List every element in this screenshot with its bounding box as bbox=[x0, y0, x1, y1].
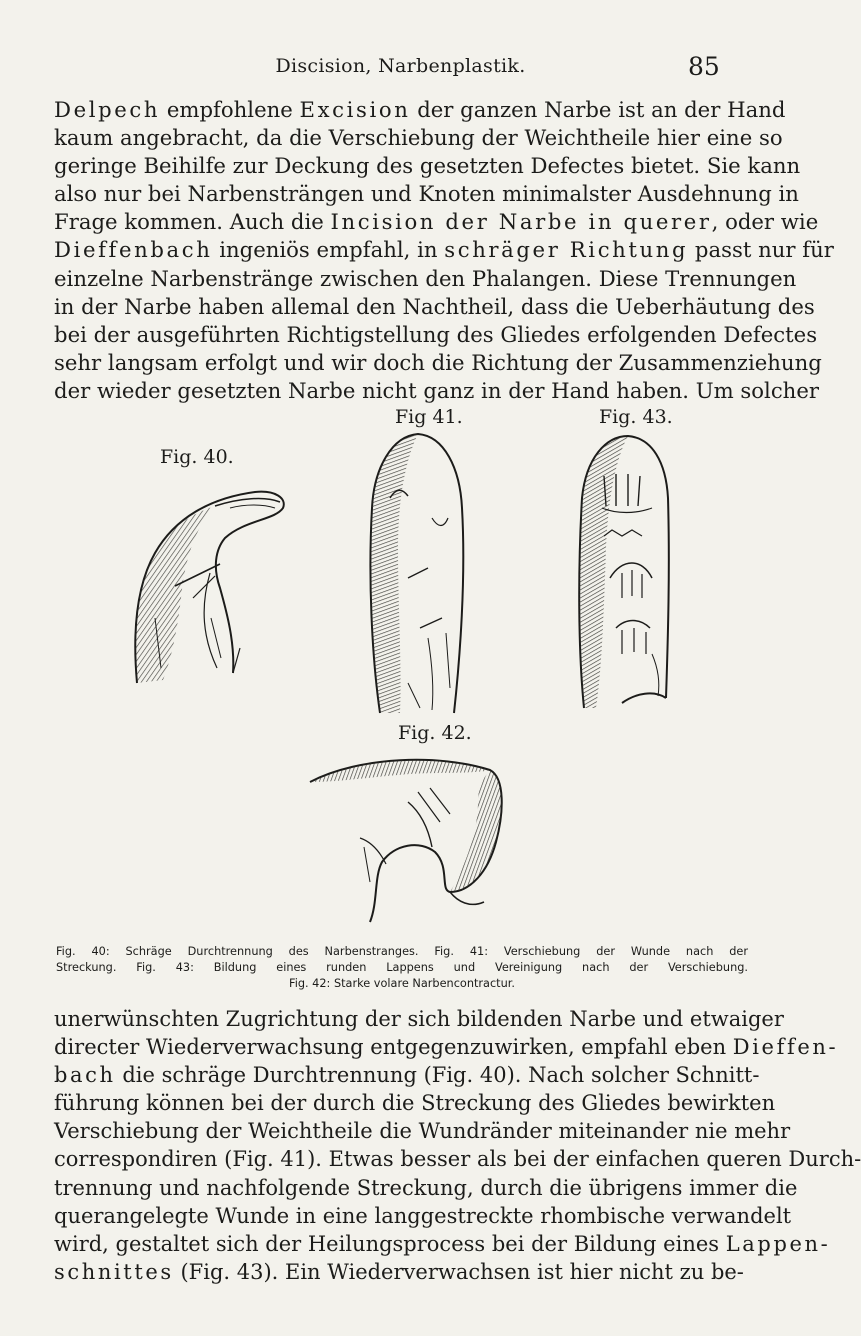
page-header bbox=[0, 0, 801, 90]
finger-illustration bbox=[566, 428, 680, 718]
text-line: sehr langsam erfolgt und wir doch die Richtung der Zusammenziehung bbox=[54, 349, 822, 375]
caption-line: Streckung. Fig. 43: Bildung eines runden Lappens und Vereinigung nach der Verschiebung. bbox=[56, 960, 748, 974]
fig-42-label: Fig. 42. bbox=[398, 722, 472, 744]
text-line: führung können bei der durch die Streckung des Gliedes bewirkten bbox=[54, 1091, 776, 1116]
text-line: bei der ausgeführten Richtigstellung des Gliedes erfolgenden Defectes bbox=[54, 321, 818, 347]
text-line: einzelne Narbenstränge zwischen den Phalangen. Diese Trennungen bbox=[54, 265, 797, 291]
text-line: bach die schräge Durchtrennung (Fig. 40). Nach solcher Schnitt- bbox=[54, 1063, 760, 1088]
text-line: directer Wiederverwachsung entgegenzuwirken, empfahl eben Dieffen- bbox=[54, 1035, 839, 1060]
text-line: trennung und nachfolgende Streckung, durch die übrigens immer die bbox=[54, 1175, 798, 1200]
fig-41-label: Fig 41. bbox=[395, 406, 463, 428]
text-line: also nur bei Narbensträngen und Knoten minimalster Ausdehnung in bbox=[54, 181, 799, 207]
text-line: Frage kommen. Auch die Incision der Narbe in querer, oder wie bbox=[54, 209, 819, 235]
text-line: wird, gestaltet sich der Heilungsprocess bei der Bildung eines Lappen- bbox=[54, 1231, 831, 1256]
running-title: Discision, Narbenplastik. bbox=[275, 55, 526, 77]
bottom-paragraph bbox=[54, 1005, 861, 1286]
finger-illustration bbox=[362, 428, 474, 720]
fig-41-illustration bbox=[362, 428, 474, 720]
fig-40-illustration bbox=[115, 468, 305, 698]
text-line: Verschiebung der Weichtheile die Wundränder miteinander nie mehr bbox=[54, 1119, 791, 1144]
caption-line: Fig. 42: Starke volare Narbencontractur. bbox=[289, 976, 515, 990]
finger-illustration bbox=[115, 468, 305, 698]
page-number: 85 bbox=[688, 52, 720, 81]
finger-illustration bbox=[300, 752, 512, 932]
fig-43-label: Fig. 43. bbox=[599, 406, 673, 428]
fig-40-label: Fig. 40. bbox=[160, 446, 234, 468]
text-line: geringe Beihilfe zur Deckung des gesetzten Defectes bietet. Sie kann bbox=[54, 153, 801, 179]
text-line: correspondiren (Fig. 41). Etwas besser als bei der einfachen queren Durch- bbox=[54, 1147, 861, 1172]
figure-caption bbox=[56, 944, 748, 991]
text-line: in der Narbe haben allemal den Nachtheil, dass die Ueberhäutung des bbox=[54, 293, 815, 319]
text-line: Delpech empfohlene Excision der ganzen Narbe ist an der Hand bbox=[54, 97, 786, 122]
text-line: querangelegte Wunde in eine langgestreckte rhombische verwandelt bbox=[54, 1203, 792, 1228]
fig-43-illustration bbox=[566, 428, 680, 718]
text-line: Dieffenbach ingeniös empfahl, in schräger Richtung passt nur für bbox=[54, 237, 834, 263]
text-line: kaum angebracht, da die Verschiebung der Weichtheile hier eine so bbox=[54, 125, 783, 151]
text-line: unerwünschten Zugrichtung der sich bildenden Narbe und etwaiger bbox=[54, 1007, 784, 1031]
top-paragraph bbox=[54, 96, 834, 405]
text-line: der wieder gesetzten Narbe nicht ganz in der Hand haben. Um solcher bbox=[54, 377, 819, 403]
fig-42-illustration bbox=[300, 752, 512, 932]
text-line: schnittes (Fig. 43). Ein Wiederverwachsen ist hier nicht zu be- bbox=[54, 1259, 744, 1284]
caption-line: Fig. 40: Schräge Durchtrennung des Narbenstranges. Fig. 41: Verschiebung der Wunde nach der bbox=[56, 945, 748, 958]
